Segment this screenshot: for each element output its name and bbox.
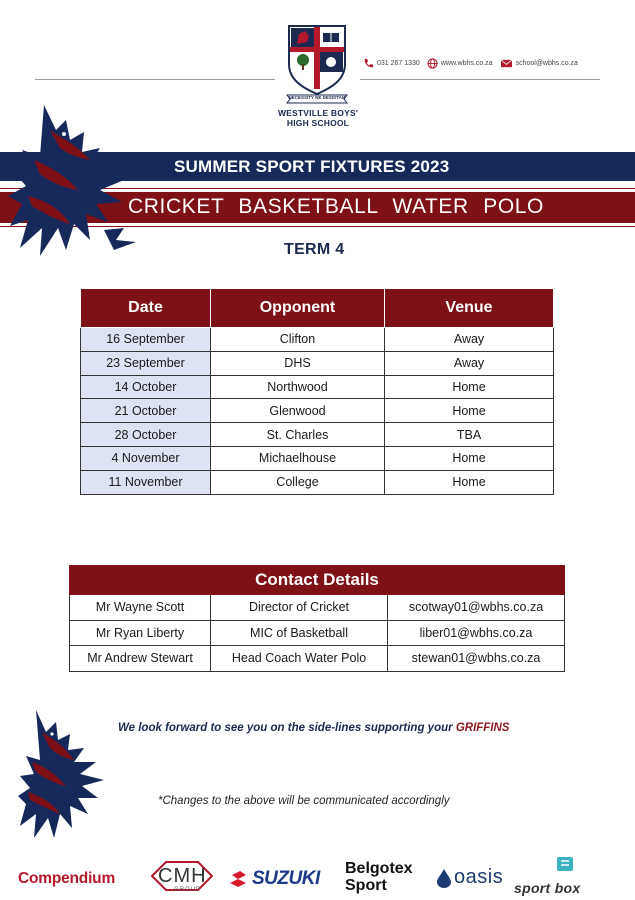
fixture-date: 4 November	[81, 446, 211, 470]
suzuki-logo	[228, 868, 320, 890]
sponsor-strip	[0, 850, 635, 900]
fixture-opponent: Clifton	[211, 328, 385, 352]
cmh-text: CMH	[158, 865, 207, 887]
fixture-opponent: Northwood	[211, 375, 385, 399]
school-name	[262, 108, 374, 128]
fixtures-title: SUMMER SPORT FIXTURES 2023	[174, 157, 450, 176]
cmh-group-text: GROUP	[174, 887, 202, 893]
fixture-date: 14 October	[81, 375, 211, 399]
fixture-date: 28 October	[81, 423, 211, 447]
header-rule-left	[35, 79, 275, 80]
fixture-row	[81, 399, 554, 423]
contact-name: Mr Andrew Stewart	[70, 646, 211, 672]
fixture-opponent: College	[211, 470, 385, 494]
phone-number: 031 267 1330	[377, 59, 420, 67]
griffin-mascot-icon	[4, 100, 154, 270]
fixture-opponent: St. Charles	[211, 423, 385, 447]
contact-row	[70, 595, 565, 621]
motto-text: NECESSITY NE DESISTAM	[288, 95, 346, 100]
contact-email[interactable]: scotway01@wbhs.co.za	[388, 595, 565, 621]
fixture-row	[81, 470, 554, 494]
contact-name: Mr Ryan Liberty	[70, 620, 211, 646]
forward-text: We look forward to see you on the side-lines supporting your	[118, 722, 453, 734]
fixture-row	[81, 375, 554, 399]
contact-row	[70, 646, 565, 672]
suzuki-text: SUZUKI	[252, 868, 320, 889]
oasis-text: oasis	[454, 866, 504, 888]
contact-email[interactable]: liber01@wbhs.co.za	[388, 620, 565, 646]
contact-role: MIC of Basketball	[211, 620, 388, 646]
contact-name: Mr Wayne Scott	[70, 595, 211, 621]
fixture-row	[81, 423, 554, 447]
contact-row	[70, 620, 565, 646]
sportbox-box-icon	[556, 856, 574, 872]
sports-list: CRICKET BASKETBALL WATER POLO	[128, 195, 544, 218]
globe-icon	[427, 58, 438, 69]
fixture-date: 16 September	[81, 328, 211, 352]
fixture-opponent: Glenwood	[211, 399, 385, 423]
fixture-venue: Home	[385, 399, 554, 423]
fixture-date: 21 October	[81, 399, 211, 423]
contact-email[interactable]: stewan01@wbhs.co.za	[388, 646, 565, 672]
contact-details-title: Contact Details	[70, 566, 565, 595]
contact-role: Head Coach Water Polo	[211, 646, 388, 672]
fixture-venue: Home	[385, 375, 554, 399]
changes-note: *Changes to the above will be communicated accordingly	[158, 795, 450, 807]
school-crest-logo	[285, 22, 349, 100]
contact-details-table	[69, 565, 565, 672]
fixture-row	[81, 446, 554, 470]
suzuki-s-icon	[228, 869, 248, 889]
cmh-logo	[142, 858, 222, 899]
school-name-line1: WESTVILLE BOYS'	[277, 108, 359, 118]
fixture-venue: Home	[385, 446, 554, 470]
fixtures-table	[80, 288, 554, 495]
website-link[interactable]: www.wbhs.co.za	[440, 59, 493, 67]
fixtures-header-row	[81, 289, 554, 328]
fixture-date: 11 November	[81, 470, 211, 494]
mail-icon	[500, 58, 513, 69]
fixture-venue: Home	[385, 470, 554, 494]
fixture-venue: Away	[385, 351, 554, 375]
fixture-opponent: Michaelhouse	[211, 446, 385, 470]
header-venue: Venue	[385, 289, 554, 328]
email-link[interactable]: school@wbhs.co.za	[515, 59, 578, 67]
belgotex-logo	[345, 860, 413, 894]
header-date: Date	[81, 289, 211, 328]
fixture-venue: TBA	[385, 423, 554, 447]
belgotex-line2: Sport	[345, 877, 387, 894]
contact-role: Director of Cricket	[211, 595, 388, 621]
term-heading: TERM 4	[284, 241, 345, 258]
header-opponent: Opponent	[211, 289, 385, 328]
fixture-row	[81, 328, 554, 352]
fixture-venue: Away	[385, 328, 554, 352]
fixture-date: 23 September	[81, 351, 211, 375]
sportbox-text: sport box	[514, 880, 581, 896]
water-drop-icon	[436, 868, 452, 888]
griffins-highlight: GRIFFINS	[455, 722, 510, 734]
griffin-footer-icon	[16, 706, 126, 842]
header-contacts	[363, 56, 585, 70]
fixture-row	[81, 351, 554, 375]
header-rule-right	[360, 79, 600, 80]
school-name-line2: HIGH SCHOOL	[286, 118, 350, 128]
compendium-logo: Compendium	[18, 870, 116, 887]
phone-icon	[363, 58, 374, 69]
oasis-logo	[436, 866, 503, 889]
forward-message	[118, 722, 509, 734]
fixture-opponent: DHS	[211, 351, 385, 375]
belgotex-line1: Belgotex	[345, 860, 413, 877]
